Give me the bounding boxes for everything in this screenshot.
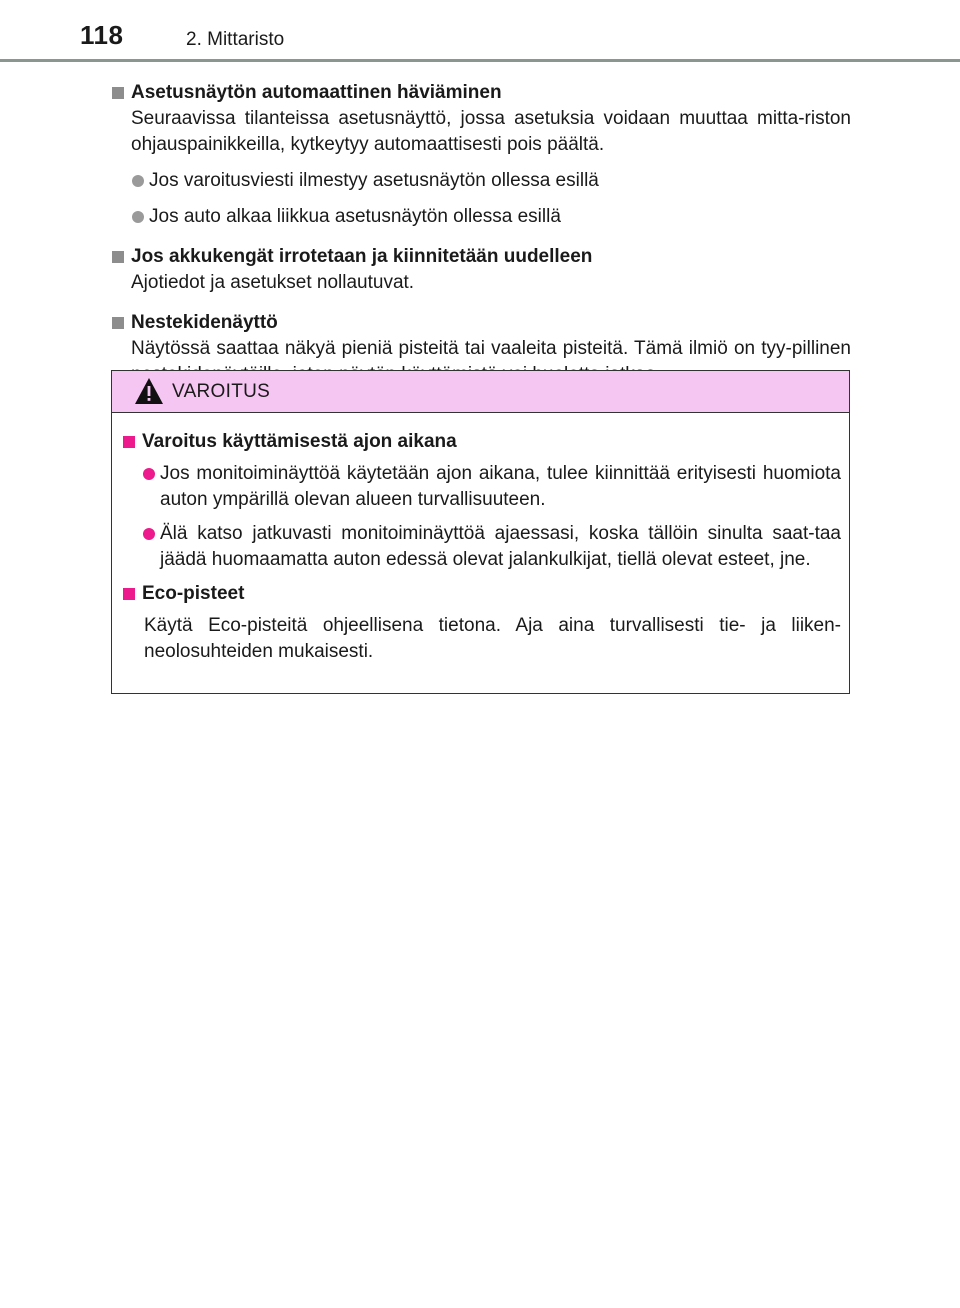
list-item-text: Jos varoitusviesti ilmestyy asetusnäytön ollessa esillä (149, 170, 599, 191)
warning-list-item-text: Jos monitoiminäyttöä käytetään ajon aikana, tulee kiinnittää erityisesti huomiota auton ympärillä olevan alueen turvallisuuteen. (160, 463, 841, 510)
warning-list-item-text: Älä katso jatkuvasti monitoiminäyttöä ajaessasi, koska tällöin sinulta saat-taa jäädä huomaamatta auton edessä olevat jalankulkijat, tiellä olevat esteet, jne. (160, 523, 841, 570)
warning-triangle-icon (134, 377, 164, 405)
square-bullet-icon (123, 436, 135, 448)
round-bullet-icon (143, 528, 155, 540)
warning-section-heading (122, 581, 841, 607)
section-title: 2. Mittaristo (186, 29, 285, 50)
round-bullet-icon (143, 468, 155, 480)
section-paragraph: Seuraavissa tilanteissa asetusnäyttö, jossa asetuksia voidaan muuttaa mitta-riston ohjauspainikkeilla, kytkeytyy automaattisesti pois päältä. (131, 108, 851, 155)
warning-section-heading-text: Varoitus käyttämisestä ajon aikana (142, 431, 457, 452)
section-paragraph: Näytössä saattaa näkyä pieniä pisteitä tai vaaleita pisteitä. Tämä ilmiö on tyy-pillinen (131, 338, 851, 359)
list-item-text: Jos auto alkaa liikkua asetusnäytön ollessa esillä (149, 206, 561, 227)
square-bullet-icon (112, 251, 124, 263)
square-bullet-icon (123, 588, 135, 600)
section-heading (111, 244, 851, 270)
warning-body (112, 413, 849, 665)
section-heading-text: Nestekidenäyttö (131, 312, 278, 333)
section-heading (111, 80, 851, 106)
square-bullet-icon (112, 317, 124, 329)
square-bullet-icon (112, 87, 124, 99)
page-number: 118 (80, 20, 124, 50)
main-content (111, 74, 851, 388)
warning-header (112, 371, 849, 413)
warning-list-item (122, 461, 841, 513)
warning-box (111, 370, 850, 694)
section-heading (111, 310, 851, 336)
header-rule (0, 59, 960, 62)
section-heading-text: Asetusnäytön automaattinen häviäminen (131, 82, 502, 103)
round-bullet-icon (132, 175, 144, 187)
list-item (111, 168, 851, 194)
section-heading-text: Jos akkukengät irrotetaan ja kiinnitetään uudelleen (131, 246, 593, 267)
round-bullet-icon (132, 211, 144, 223)
warning-list-item (122, 521, 841, 573)
warning-section-heading (122, 429, 841, 455)
section-paragraph: Ajotiedot ja asetukset nollautuvat. (131, 272, 415, 293)
page-header (0, 0, 960, 62)
list-item (111, 204, 851, 230)
warning-section-heading-text: Eco-pisteet (142, 583, 245, 604)
warning-paragraph: Käytä Eco-pisteitä ohjeellisena tietona. Aja aina turvallisesti tie- ja liiken-neolosuhteiden mukaisesti. (144, 615, 841, 662)
warning-title: VAROITUS (172, 381, 271, 402)
